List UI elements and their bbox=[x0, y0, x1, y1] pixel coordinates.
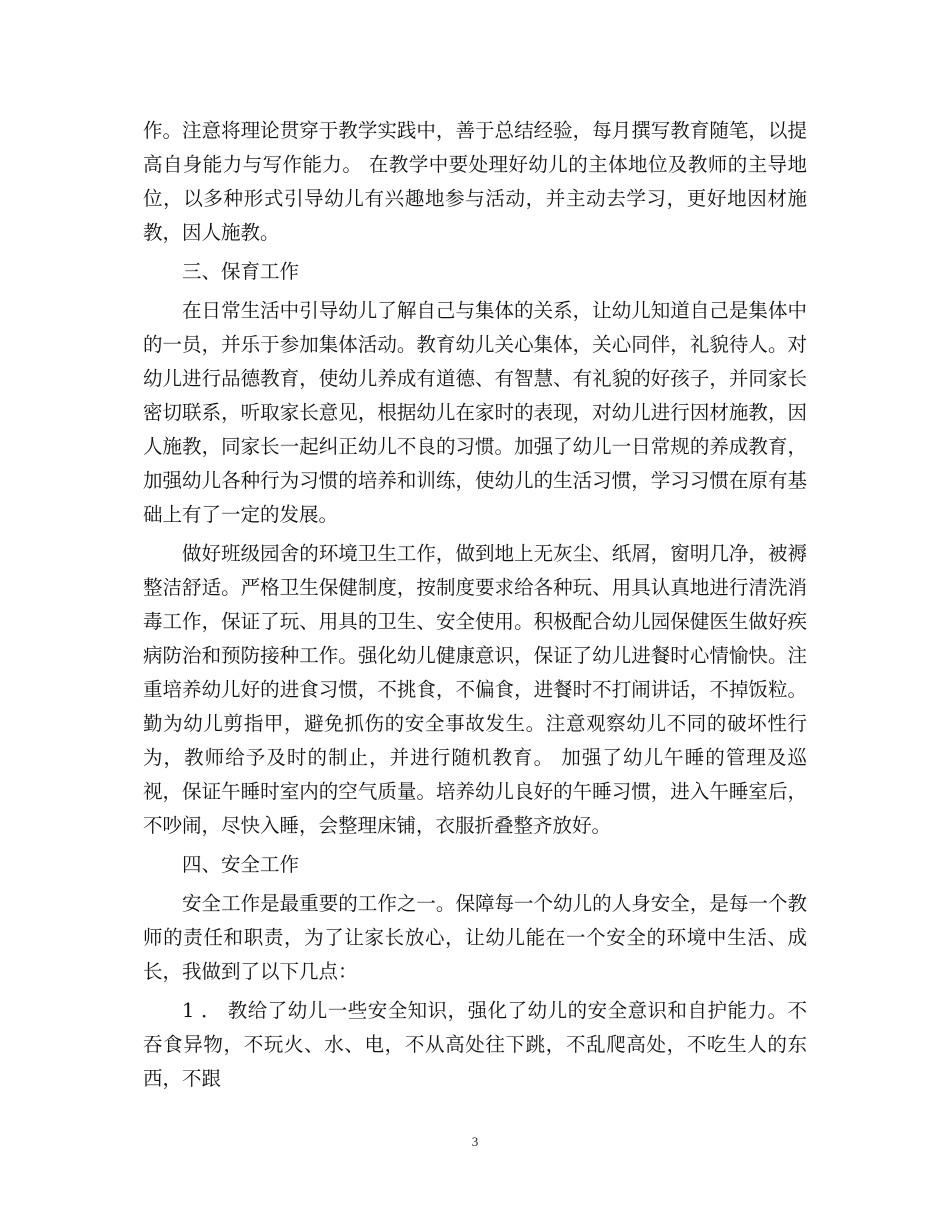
document-body bbox=[143, 114, 807, 1101]
section-heading-safety: 四、安全工作 bbox=[182, 853, 300, 876]
paragraph-childcare-daily-life: 在日常生活中引导幼儿了解自己与集体的关系，让幼儿知道自己是集体中的一员，并乐于参加集体活动。教育幼儿关心集体，关心同伴，礼貌待人。对幼儿进行品德教育，使幼儿养成有道德、有智慧、有礼貌的好孩子，并同家长密切联系，听取家长意见，根据幼儿在家时的表现，对幼儿进行因材施教，因人施教，同家长一起纠正幼儿不良的习惯。加强了幼儿一日常规的养成教育，加强幼儿各种行为习惯的培养和训练，使幼儿的生活习惯，学习习惯在原有基础上有了一定的发展。 bbox=[143, 299, 807, 526]
paragraph-childcare-hygiene: 做好班级园舍的环境卫生工作，做到地上无灰尘、纸屑，窗明几净，被褥整洁舒适。严格卫生保健制度，按制度要求给各种玩、用具认真地进行清洗消毒工作，保证了玩、用具的卫生、安全使用。积极配合幼儿园保健医生做好疾病防治和预防接种工作。强化幼儿健康意识，保证了幼儿进餐时心情愉快。注重培养幼儿好的进食习惯，不挑食，不偏食，进餐时不打闹讲话，不掉饭粒。勤为幼儿剪指甲，避免抓伤的安全事故发生。注意观察幼儿不同的破坏性行为，教师给予及时的制止，并进行随机教育。 加强了幼儿午睡的管理及巡视，保证午睡时室内的空气质量。培养幼儿良好的午睡习惯，进入午睡室后，不吵闹，尽快入睡，会整理床铺，衣服折叠整齐放好。 bbox=[143, 542, 807, 837]
paragraph-safety-item-1: 1 ． 教给了幼儿一些安全知识，强化了幼儿的安全意识和自护能力。不吞食异物，不玩火、水、电，不从高处往下跳，不乱爬高处，不吃生人的东西，不跟 bbox=[143, 999, 807, 1090]
paragraph-continuation: 作。注意将理论贯穿于教学实践中，善于总结经验，每月撰写教育随笔，以提高自身能力与写作能力。 在教学中要处理好幼儿的主体地位及教师的主导地位，以多种形式引导幼儿有兴趣地参与活动，并主动去学习，更好地因材施教，因人施教。 bbox=[143, 119, 807, 244]
page-number: 3 bbox=[471, 1134, 479, 1149]
section-heading-childcare: 三、保育工作 bbox=[182, 260, 300, 283]
paragraph-safety-intro: 安全工作是最重要的工作之一。保障每一个幼儿的人身安全，是每一个教师的责任和职责，为了让家长放心，让幼儿能在一个安全的环境中生活、成长，我做到了以下几点： bbox=[143, 892, 807, 983]
